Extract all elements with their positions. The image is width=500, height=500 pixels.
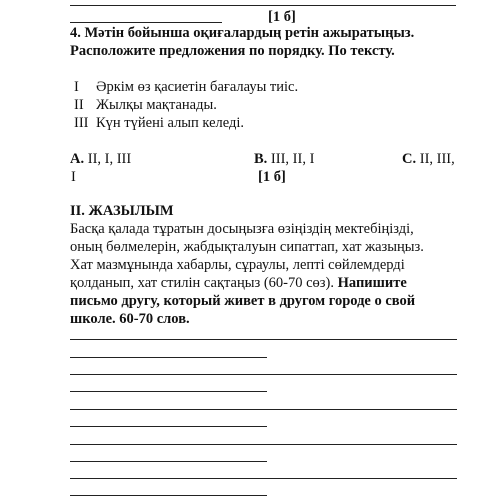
top-rule-short: [70, 22, 222, 23]
option-a-text: II, I, III: [87, 151, 132, 167]
option-c: [402, 151, 455, 168]
item-1: [74, 79, 298, 96]
item-2: [74, 97, 217, 114]
item-2-num: II: [74, 97, 84, 113]
writing-line-1: Басқа қалада тұратын досыңызға өзіңіздің мектебіңізді,: [70, 221, 414, 237]
item-3: [74, 115, 244, 132]
answer-line[interactable]: [70, 374, 457, 375]
answer-line[interactable]: [70, 339, 457, 340]
writing-heading: II. ЖАЗЫЛЫМ: [70, 203, 174, 219]
answer-line[interactable]: [70, 409, 457, 410]
answer-line[interactable]: [70, 426, 267, 427]
writing-ru-inline: Напишите: [337, 275, 407, 291]
answer-line[interactable]: [70, 357, 267, 358]
answer-line[interactable]: [70, 495, 267, 496]
writing-ru-line-2: школе. 60-70 слов.: [70, 311, 190, 327]
task4-heading-kz: 4. Мәтін бойынша оқиғалардың ретін ажыратыңыз.: [70, 25, 415, 41]
task4-points: [1 б]: [258, 169, 286, 185]
option-c-wrap: I: [71, 169, 76, 185]
option-c-letter: C.: [402, 151, 417, 167]
option-c-text: II, III,: [419, 151, 455, 167]
item-1-text: Әркім өз қасиетін бағалауы тиіс.: [96, 79, 299, 95]
item-1-num: I: [74, 79, 79, 95]
answer-line[interactable]: [70, 444, 457, 445]
writing-line-3: Хат мазмұнында хабарлы, сұраулы, лепті сөйлемдерді: [70, 257, 405, 273]
task4-heading-ru: Расположите предложения по порядку. По тексту.: [70, 43, 395, 59]
option-b-letter: B.: [254, 151, 268, 167]
header-points: [1 б]: [268, 9, 296, 25]
writing-line-4-kz: қолданып, хат стилін сақтаңыз (60-70 сөз).: [70, 275, 334, 291]
option-b-text: III, II, I: [270, 151, 315, 167]
answer-line[interactable]: [70, 478, 457, 479]
answer-line[interactable]: [70, 461, 267, 462]
writing-line-2: оның бөлмелерін, жабдықталуын сипаттап, хат жазыңыз.: [70, 239, 424, 255]
item-3-text: Күн түйені алып келеді.: [96, 115, 245, 131]
item-3-num: III: [74, 115, 89, 131]
option-b: [254, 151, 314, 168]
option-a-letter: A.: [70, 151, 85, 167]
top-rule-full: [70, 5, 456, 6]
writing-ru-line-1: письмо другу, который живет в другом городе о свой: [70, 293, 416, 309]
answer-line[interactable]: [70, 391, 267, 392]
option-a: [70, 151, 131, 168]
writing-line-4: [70, 275, 407, 292]
item-2-text: Жылқы мақтанады.: [96, 97, 217, 113]
